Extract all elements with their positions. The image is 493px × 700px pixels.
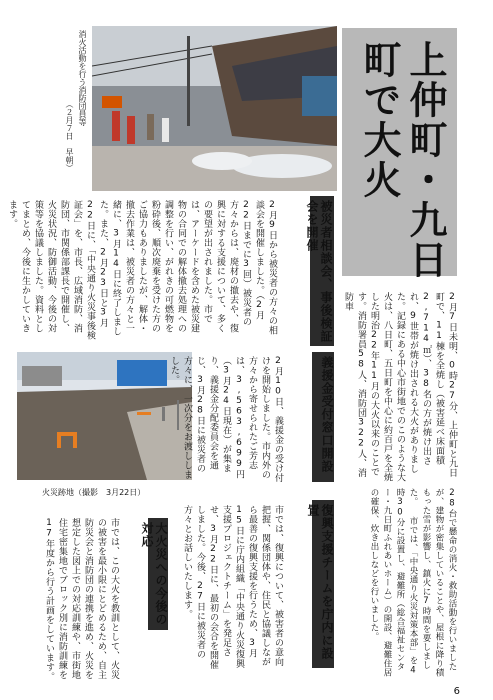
donations-heading [286, 356, 334, 484]
intro-text: 2月7日未明、0時27分、上仲町と九日町で、11棟を全焼し（被害延べ床面積2,714㎡）、38名の方が焼け出され、9世帯が焼け出される大火がありました。記録にある中心市街地でのこのような大火は、八日町、五日町を中心に約百戸を全焼した明治22年11月の大火以来のことです。消防署員58人、消防団322人、消防車 [343, 292, 457, 482]
firefighting-photo-caption [77, 30, 88, 190]
firefighting-photo-date [64, 100, 75, 190]
intro-paragraph [340, 292, 458, 482]
firefighting-photo [92, 26, 337, 191]
victims-body [7, 200, 278, 340]
intro-paragraph-2 [340, 488, 458, 683]
caption-text: 消火活動を行う消防団員等 [78, 30, 87, 126]
future-body-text: 市では、この大火を教訓として、火災の被害を最小限にとどめるため、自主防災会と消防団の連携を進め、火災を想定した図上での対応訓練や、市街地住宅密集地でブロック別に消防訓練を17年度から行う計画をしています。 [44, 518, 119, 682]
future-heading-text: 大火災への今後の対応 [140, 522, 168, 626]
intro-text-2: 28台で懸命の消火・救助活動を行いましたが、建物が密集していることや、屋根に降り積もった雪が影響し、鎮火に7時間を要しました。 [408, 488, 457, 677]
firefighting-photo-graphic [92, 26, 337, 191]
reconstruction-heading-text: 復興支援チームを庁内に設置 [306, 504, 334, 660]
intro-text-3: 市では、「中央通り火災対策本部」を4時30分に設置し、避難所（総合福祉センター・九日町ふれあいホーム）の開設、避難住居の確保、炊き出しなどを行いました。 [369, 488, 418, 677]
victims-body-text: 2月9日から被災者の方々の相談会を開催しました。（2月22日までに3回）被災者の方々からは、廃材の撤去や、復興に対する支援について、多くの要望が出されました。市では、アーケードを含めた被災建物の合同での解体撤去処理への調整を行い、がれきの可燃物を粉砕後、順次廃棄を受けた方のご協力もありましたが、解体・撤去作業は、被災者の方々と一緒に、3月14日に終了しました。また、2月23日と3月22日に、「中央通り火災事後検証会」を、市長、広域消防、消防団、市関係部課長で開催し、火災状況、防御活動、今後の対策等を協議しました。資料としてまとめ、今後に生かしていきます。 [7, 200, 277, 340]
fire-site-photo-graphic [17, 352, 192, 480]
page-title: 上仲町・九日町で大火 [357, 40, 447, 280]
fire-site-caption-text: 火災跡地（撮影 3月22日） [42, 488, 146, 497]
reconstruction-body-text: 市では、復興について、被害者の意向把握、関係団体や、住民と協議しながら最善の復興支援を行うため、3月15日に庁内組織「中央通り火災復興支援プロジェクトチーム」を発足させ、3月22日に、最初の会合を開催しました。今後、27日に被災者の方々とお話しいたします。 [182, 505, 283, 670]
donations-body-text: 2月10日、義援金の受け付けを開始しました。市内外の方々から寄せられたご芳志は、3,563,699円（3月24日現在）が集まり、義援金分配委員会を通じ、3月28日に被災者の方々に、一次分をお渡ししました。 [169, 356, 283, 483]
fire-site-photo [17, 352, 192, 480]
caption-date: （２月７日 早朝） [65, 100, 74, 172]
future-body [20, 518, 120, 683]
donations-heading-text: 義援金受付窓口開設 [320, 356, 334, 473]
reconstruction-heading [286, 504, 334, 670]
page-number: 6 [453, 686, 460, 697]
victims-heading [283, 200, 333, 350]
future-heading [124, 522, 168, 634]
donations-body [169, 356, 284, 484]
fire-site-photo-caption [42, 487, 145, 498]
reconstruction-body [158, 505, 284, 675]
victims-heading-text: 被災者相談会、事後検証会を開催 [305, 200, 333, 343]
